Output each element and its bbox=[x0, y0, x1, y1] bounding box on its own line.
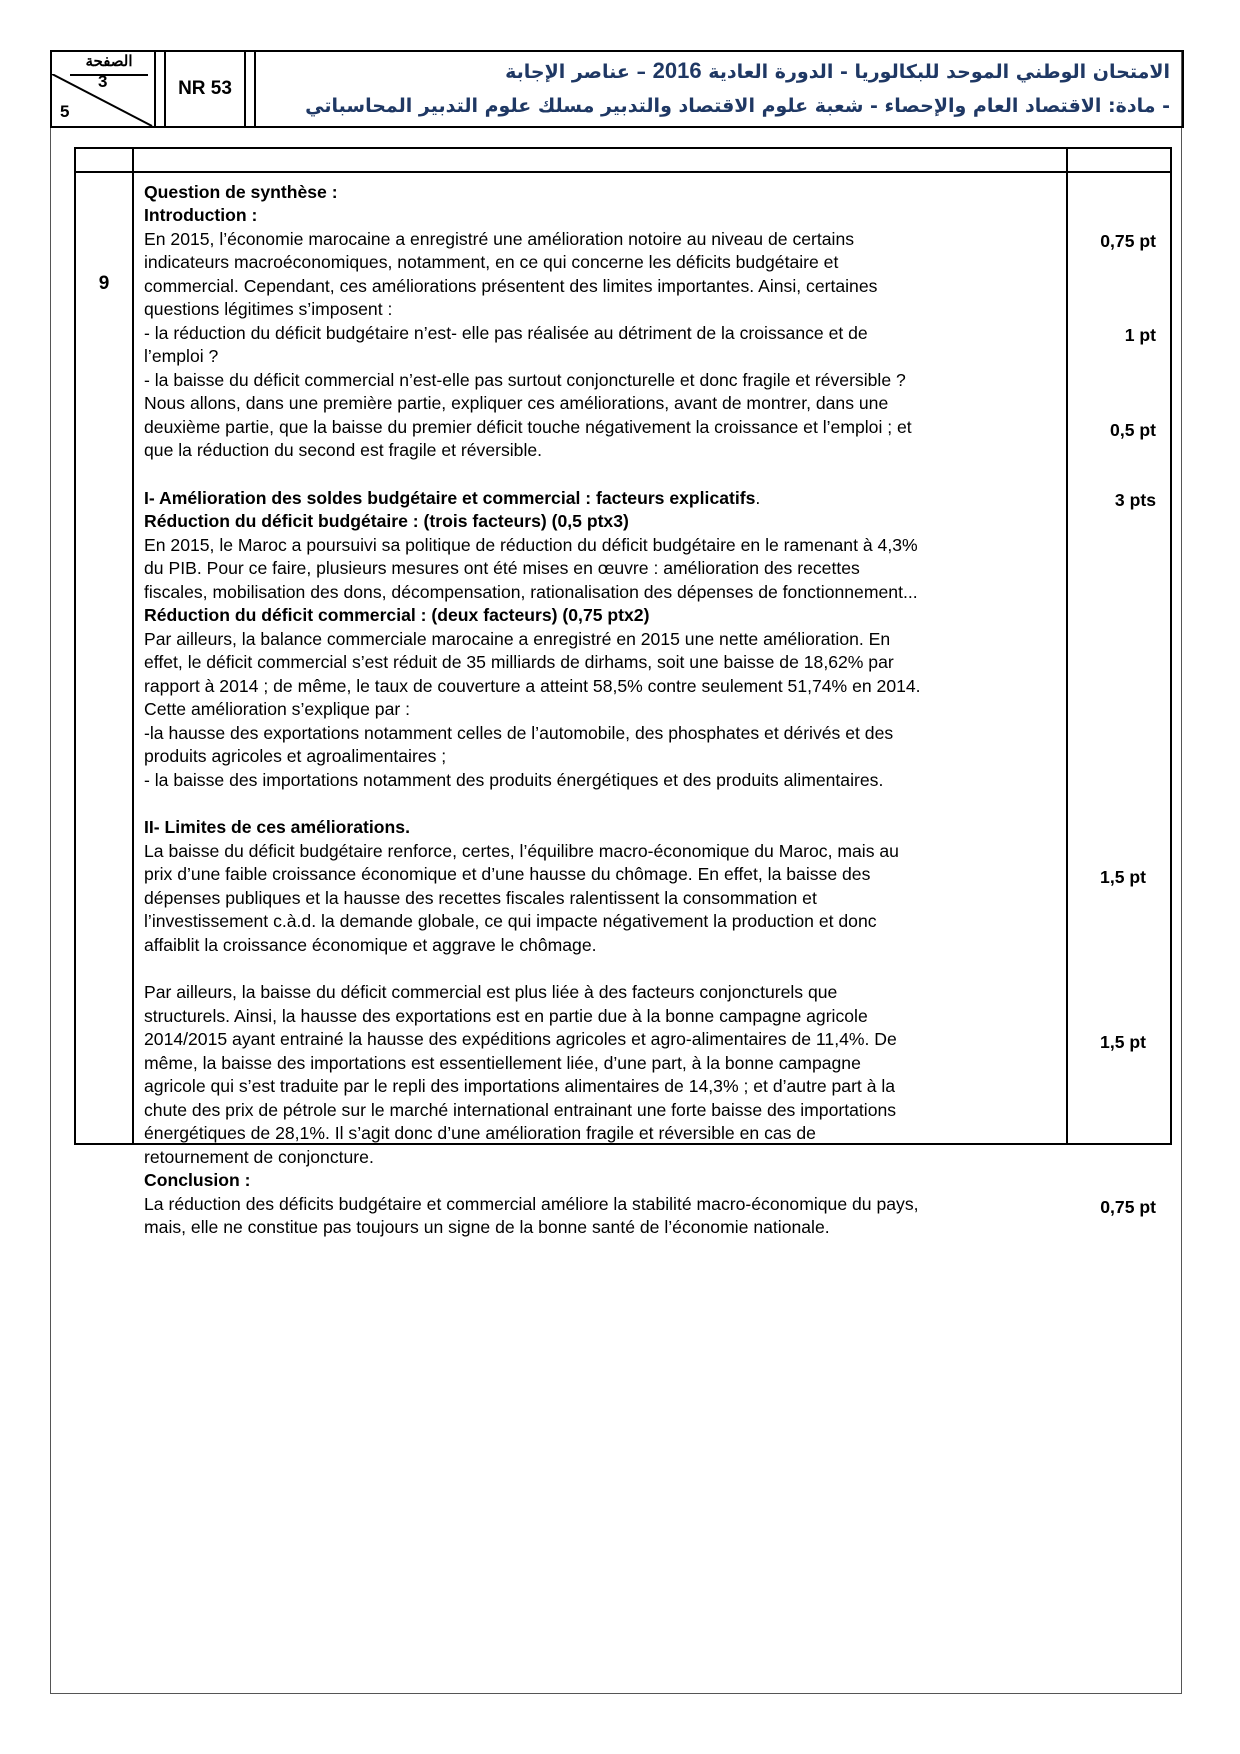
title-line2: - مادة: الاقتصاد العام والإحصاء - شعبة علوم الاقتصاد والتدبير مسلك علوم التدبير المحاسباتي bbox=[305, 95, 1170, 117]
points-value: 1 pt bbox=[1124, 325, 1156, 345]
text-line: l’investissement c.à.d. la demande globale, ce qui impacte négativement la production et donc bbox=[144, 911, 877, 931]
text-line: questions légitimes s’imposent : bbox=[144, 299, 393, 319]
text-line: agricole qui s’est traduite par le repli des importations alimentaires de 14,3% ; et d’autre part à la bbox=[144, 1076, 896, 1096]
intro-heading: Introduction : bbox=[144, 205, 258, 225]
points-value: 0,75 pt bbox=[1100, 231, 1156, 251]
text-line: indicateurs macroéconomiques, notamment, en ce qui concerne les déficits budgétaire et bbox=[144, 252, 839, 272]
points-value: 0,5 pt bbox=[1110, 420, 1156, 440]
text-line: Cette amélioration s’explique par : bbox=[144, 699, 411, 719]
text-line: Par ailleurs, la balance commerciale marocaine a enregistré en 2015 une nette amélioration. En bbox=[144, 629, 891, 649]
text-line: affaiblit la croissance économique et aggrave le chômage. bbox=[144, 935, 597, 955]
text-line: Par ailleurs, la baisse du déficit commercial est plus liée à des facteurs conjoncturels que bbox=[144, 982, 838, 1002]
text-line: retournement de conjoncture. bbox=[144, 1147, 374, 1167]
exam-code: NR 53 bbox=[166, 52, 246, 126]
table-row bbox=[75, 172, 1171, 1144]
answer-table bbox=[74, 147, 1172, 1237]
text-line: même, la baisse des importations est essentiellement liée, d’une part, à la bonne campagne bbox=[144, 1053, 861, 1073]
text-line: - la baisse du déficit commercial n’est-elle pas surtout conjoncturelle et donc fragile et réversible ? bbox=[144, 370, 906, 390]
page-label: الصفحة bbox=[70, 52, 148, 76]
text-line: prix d’une faible croissance économique et d’une hausse du chômage. En effet, la baisse des bbox=[144, 864, 871, 884]
text-line: rapport à 2014 ; de même, le taux de couverture a atteint 58,5% contre seulement 51,74% en 2014. bbox=[144, 676, 921, 696]
text-line: deuxième partie, que la baisse du premier déficit touche négativement la croissance et l’emploi ; et bbox=[144, 417, 912, 437]
points-value: 1,5 pt bbox=[1100, 1032, 1146, 1052]
title-year: 2016 bbox=[652, 58, 702, 83]
part1-heading: I- Amélioration des soldes budgétaire et commercial : facteurs explicatifs. bbox=[144, 488, 761, 508]
page-number-box bbox=[52, 52, 156, 126]
text-line: énergétiques de 28,1%. Il s’agit donc d’une amélioration fragile et réversible en cas de bbox=[144, 1123, 816, 1143]
text-line: En 2015, l’économie marocaine a enregistré une amélioration notoire au niveau de certains bbox=[144, 229, 855, 249]
exam-header bbox=[50, 50, 1184, 128]
text-line: mais, elle ne constitue pas toujours un signe de la bonne santé de l’économie nationale. bbox=[144, 1217, 830, 1237]
text-line: -la hausse des exportations notamment celles de l’automobile, des phosphates et dérivés et des bbox=[144, 723, 894, 743]
exam-title bbox=[256, 52, 1182, 126]
text-line: - la baisse des importations notamment des produits énergétiques et des produits alimentaires. bbox=[144, 770, 884, 790]
text-line: En 2015, le Maroc a poursuivi sa politique de réduction du déficit budgétaire en le ramenant à 4,3% bbox=[144, 535, 918, 555]
part2-heading: II- Limites de ces améliorations. bbox=[144, 817, 410, 837]
text-line: que la réduction du second est fragile et réversible. bbox=[144, 440, 543, 460]
budget-subheading: Réduction du déficit budgétaire : (trois facteurs) (0,5 ptx3) bbox=[144, 511, 629, 531]
text-line: effet, le déficit commercial s’est réduit de 35 milliards de dirhams, soit une baisse de 18,62% par bbox=[144, 652, 894, 672]
question-number: 9 bbox=[98, 273, 110, 294]
text-line: chute des prix de pétrole sur le marché international entrainant une forte baisse des importations bbox=[144, 1100, 897, 1120]
title-line1-pre: الامتحان الوطني الموحد للبكالوريا - الدورة العادية bbox=[708, 61, 1170, 83]
text-line: - la réduction du déficit budgétaire n’est- elle pas réalisée au détriment de la croissance et de bbox=[144, 323, 868, 343]
text-line: du PIB. Pour ce faire, plusieurs mesures ont été mises en œuvre : amélioration des recettes bbox=[144, 558, 860, 578]
conclusion-heading: Conclusion : bbox=[144, 1170, 251, 1190]
synthesis-heading: Question de synthèse : bbox=[144, 182, 338, 202]
text-line: l’emploi ? bbox=[144, 346, 219, 366]
points-value: 0,75 pt bbox=[1100, 1197, 1156, 1217]
page-total: 5 bbox=[60, 102, 70, 121]
text-line: structurels. Ainsi, la hausse des exportations est en partie due à la bonne campagne agricole bbox=[144, 1006, 868, 1026]
text-line: produits agricoles et agroalimentaires ; bbox=[144, 746, 447, 766]
text-line: fiscales, mobilisation des dons, décompensation, rationalisation des dépenses de fonctionnement... bbox=[144, 582, 918, 602]
points-value: 3 pts bbox=[1114, 490, 1156, 510]
text-line: La réduction des déficits budgétaire et commercial améliore la stabilité macro-économique du pays, bbox=[144, 1194, 919, 1214]
page-number: 3 bbox=[98, 72, 108, 91]
table-header-row bbox=[75, 148, 1171, 172]
text-line: 2014/2015 ayant entrainé la hausse des expéditions agricoles et agro-alimentaires de 11,4%. De bbox=[144, 1029, 897, 1049]
points-value: 1,5 pt bbox=[1100, 867, 1146, 887]
commercial-subheading: Réduction du déficit commercial : (deux facteurs) (0,75 ptx2) bbox=[144, 605, 650, 625]
text-line: Nous allons, dans une première partie, expliquer ces améliorations, avant de montrer, dans une bbox=[144, 393, 889, 413]
text-line: La baisse du déficit budgétaire renforce, certes, l’équilibre macro-économique du Maroc, mais au bbox=[144, 841, 899, 861]
text-line: dépenses publiques et la hausse des recettes fiscales ralentissent la consommation et bbox=[144, 888, 817, 908]
text-line: commercial. Cependant, ces améliorations présentent des limites importantes. Ainsi, certaines bbox=[144, 276, 878, 296]
question-number-cell bbox=[75, 172, 133, 1144]
answer-content bbox=[133, 172, 1067, 1237]
points-column bbox=[1067, 172, 1171, 1217]
title-line1-post: – عناصر الإجابة bbox=[505, 61, 647, 83]
